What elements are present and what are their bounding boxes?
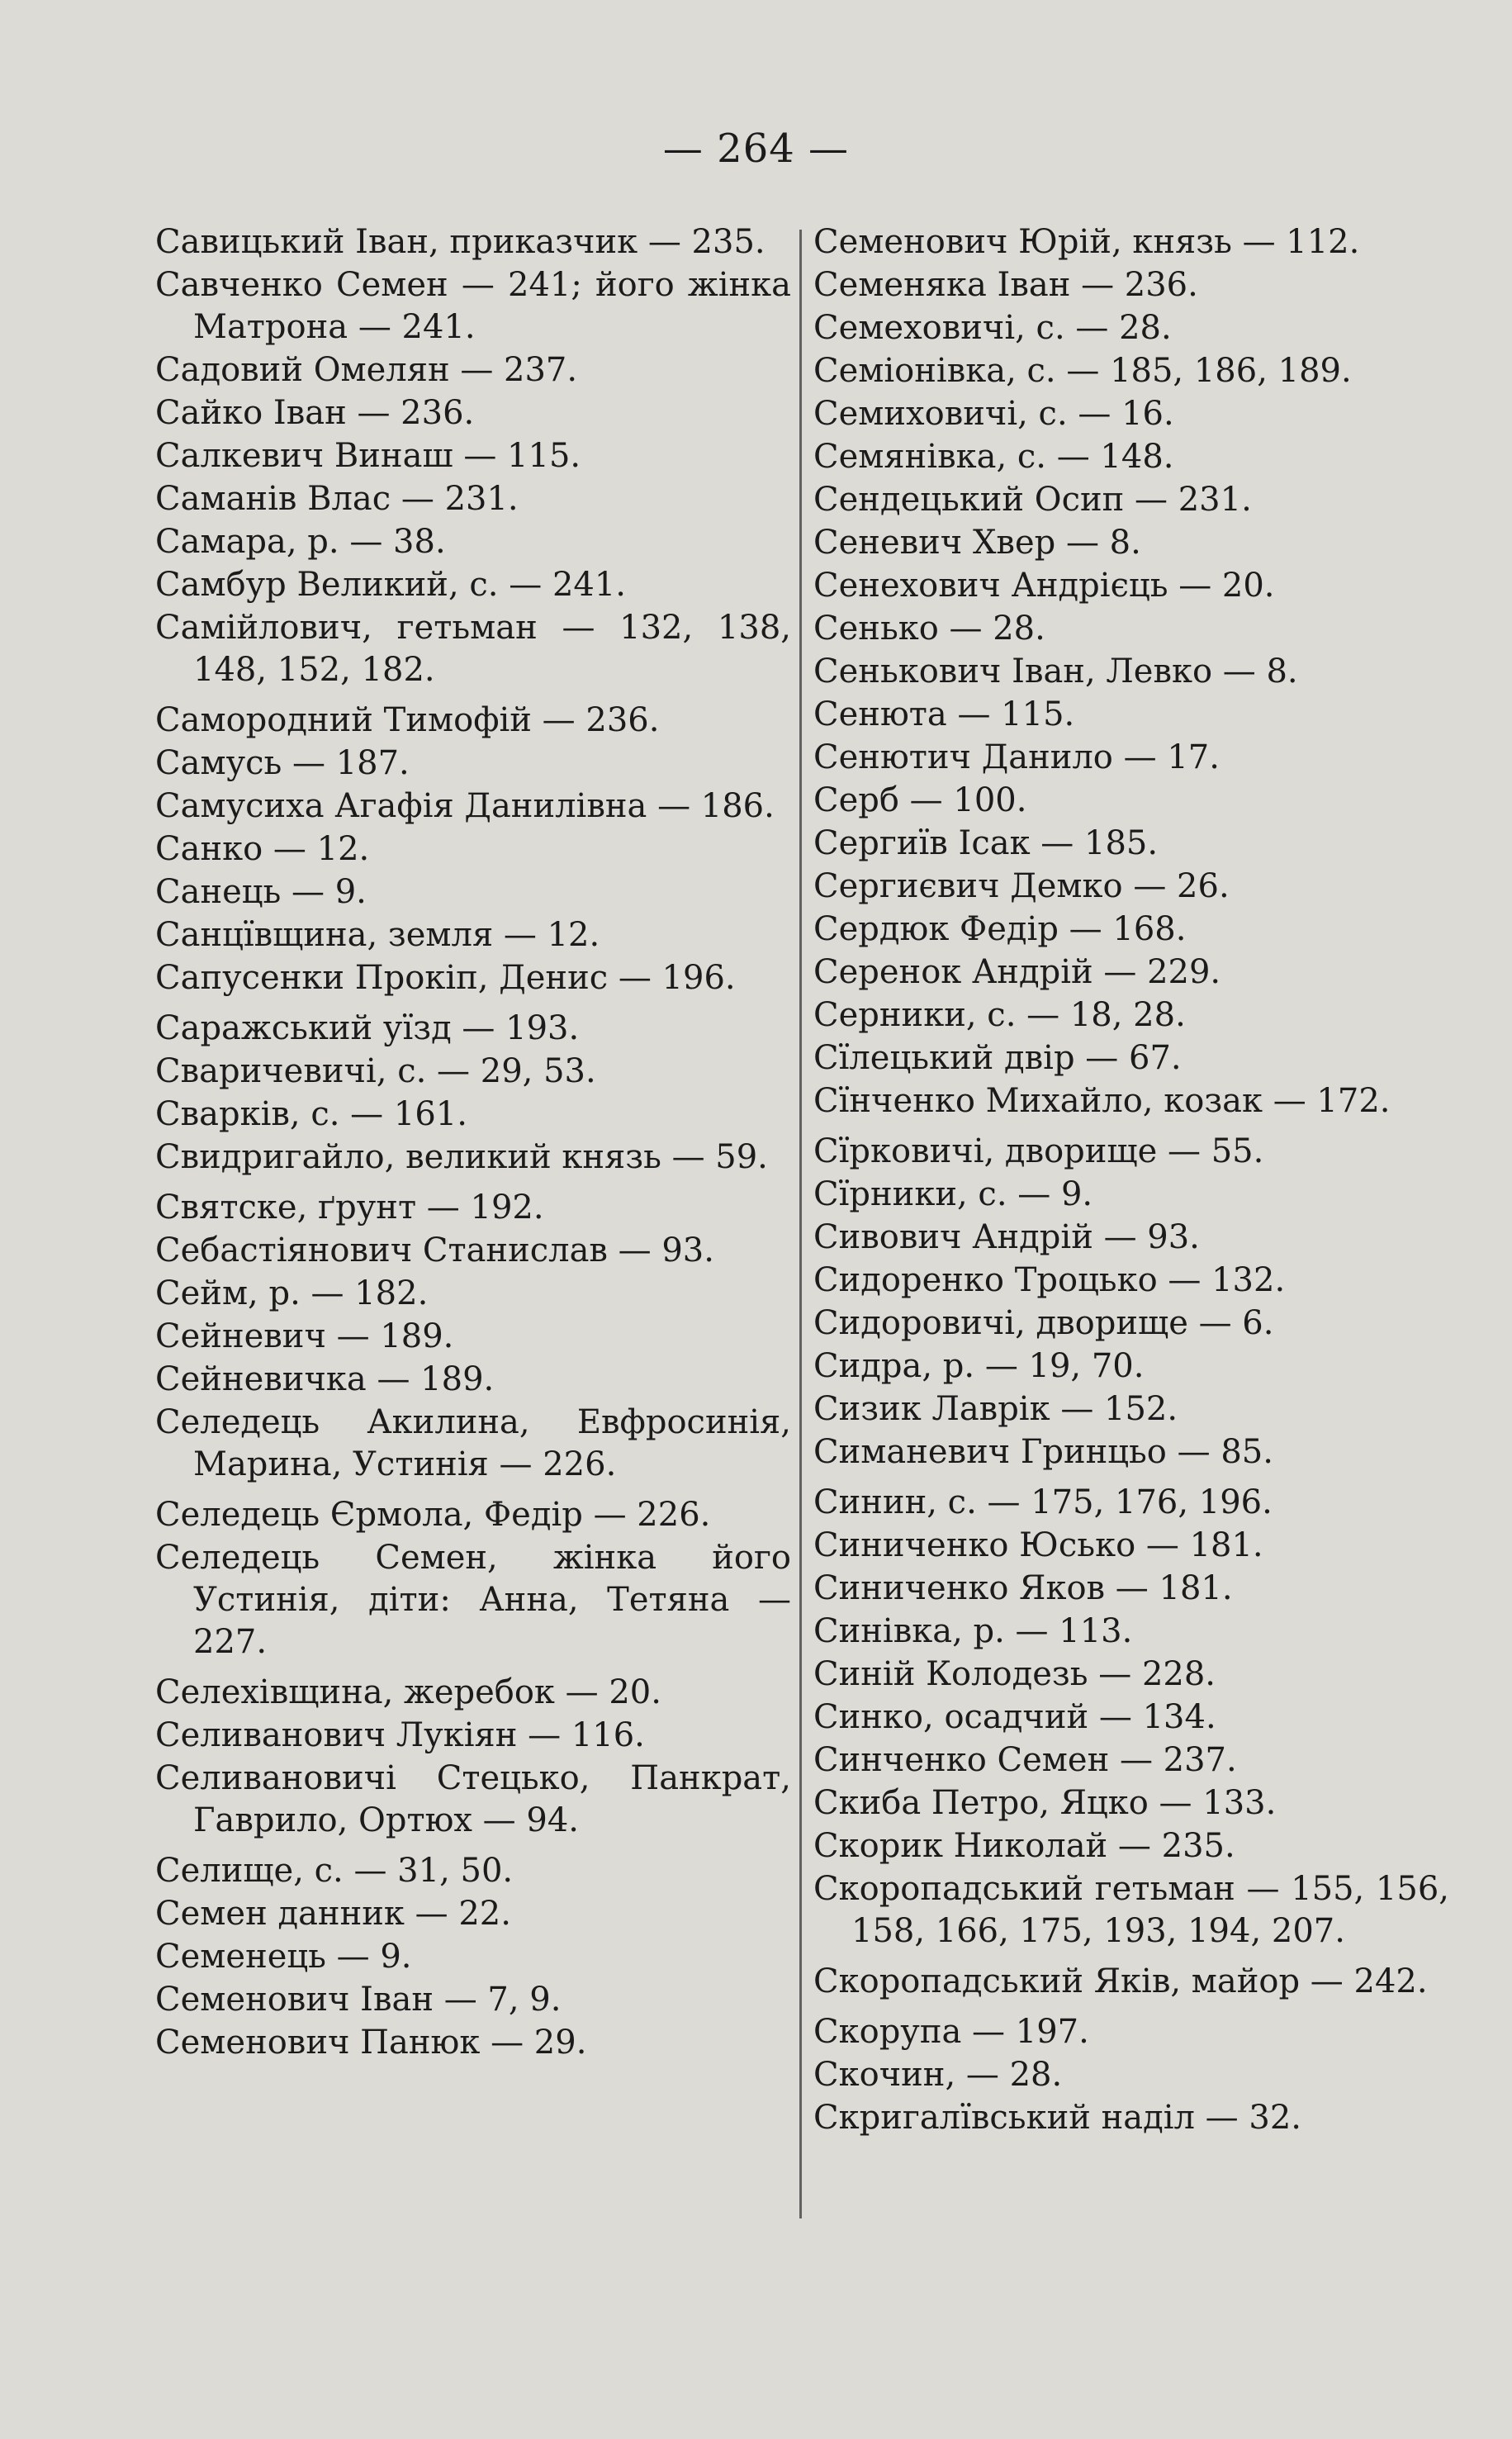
index-entry: Серники, с. — 18, 28. [813,996,1186,1034]
index-entry: Семен данник — 22. [155,1895,511,1933]
index-entry: Скочин, — 28. [813,2056,1063,2094]
index-entry: Семиховичі, с. — 16. [813,395,1174,433]
index-entry: Селище, с. — 31, 50. [155,1852,514,1890]
index-entry: Семенович Панюк — 29. [155,2024,587,2062]
index-entry: Сенькович Іван, Левко — 8. [813,652,1298,690]
index-entry: Синій Колодезь — 228. [813,1655,1216,1693]
index-entry: Синин, с. — 175, 176, 196. [813,1483,1273,1521]
index-entry: Салкевич Винаш — 115. [155,437,581,475]
index-entry: Санець — 9. [155,873,367,911]
index-entry: Сердюк Федір — 168. [813,910,1187,948]
index-entry: Саражський уїзд — 193. [155,1009,580,1047]
index-entry: Сидоренко Троцько — 132. [813,1261,1286,1299]
index-entry: Семенович Юрій, князь — 112. [813,223,1360,261]
index-entry: Сендецький Осип — 231. [813,481,1252,519]
index-entry: Селедець Акилина, Евфросинія, Марина, Устинія — 226. [155,1403,791,1483]
index-entry: Самара, р. — 38. [155,523,446,561]
index-entry: Сейневич — 189. [155,1317,454,1355]
index-entry: Синівка, р. — 113. [813,1612,1133,1650]
index-entry: Сапусенки Прокіп, Денис — 196. [155,959,736,997]
index-entry: Сидра, р. — 19, 70. [813,1347,1145,1385]
index-column-right [813,221,1449,2139]
index-entry: Семеховичі, с. — 28. [813,309,1172,347]
index-entry: Сивович Андрій — 93. [813,1218,1200,1256]
index-entry: Селехівщина, жеребок — 20. [155,1673,661,1711]
index-entry: Самусиха Агафія Данилівна — 186. [155,787,775,825]
index-entry: Самусь — 187. [155,744,410,782]
index-entry: Семянівка, с. — 148. [813,438,1174,476]
index-entry: Саманів Влас — 231. [155,480,519,518]
index-entry: Сеневич Хвер — 8. [813,524,1141,562]
index-entry: Серб — 100. [813,781,1027,819]
index-entry: Сїлецький двір — 67. [813,1039,1182,1077]
index-entry: Самородний Тимофій — 236. [155,701,660,739]
index-entry: Себастіянович Станислав — 93. [155,1231,714,1269]
index-entry: Синиченко Юсько — 181. [813,1526,1263,1564]
index-entry: Синченко Семен — 237. [813,1741,1237,1779]
index-entry: Сїрники, с. — 9. [813,1175,1093,1213]
index-entry: Семенович Іван — 7, 9. [155,1981,562,2019]
index-entry: Симаневич Гринцьо — 85. [813,1433,1273,1471]
index-entry: Савченко Семен — 241; його жінка Матрона — 241. [155,266,791,346]
index-entry: Селедець Єрмола, Федір — 226. [155,1496,711,1534]
index-entry: Садовий Омелян — 237. [155,351,578,389]
index-entry: Санцївщина, земля — 12. [155,916,600,954]
index-entry: Сваричевичі, с. — 29, 53. [155,1052,596,1090]
index-entry: Серенок Андрій — 229. [813,953,1221,991]
index-entry: Сїнченко Михайло, козак — 172. [813,1082,1391,1120]
index-entry: Сїрковичі, дворище — 55. [813,1132,1264,1170]
index-entry: Сейневичка — 189. [155,1360,495,1398]
index-entry: Семіонівка, с. — 185, 186, 189. [813,352,1352,390]
column-divider [799,230,802,2218]
index-entry: Сизик Лаврік — 152. [813,1390,1178,1428]
index-entry: Селедець Семен, жінка його Устинія, діти: Анна, Тетяна — 227. [155,1539,791,1661]
index-entry: Сенько — 28. [813,610,1045,648]
index-entry: Сенюта — 115. [813,695,1075,733]
index-column-left [155,221,791,2064]
index-entry: Скоропадський Яків, майор — 242. [813,1962,1428,2000]
index-entry: Свидригайло, великий князь — 59. [155,1138,768,1176]
index-entry: Скиба Петро, Яцко — 133. [813,1784,1277,1822]
index-entry: Сейм, р. — 182. [155,1274,429,1312]
index-entry: Самійлович, гетьман — 132, 138, 148, 152, 182. [155,609,791,689]
index-entry: Сидоровичі, дворище — 6. [813,1304,1274,1342]
index-entry: Савицький Іван, приказчик — 235. [155,223,765,261]
index-entry: Сварків, с. — 161. [155,1095,467,1133]
index-entry: Синиченко Яков — 181. [813,1569,1233,1607]
index-entry: Семенець — 9. [155,1938,412,1976]
index-entry: Селиванович Лукіян — 116. [155,1716,645,1754]
index-entry: Сенехович Андрієць — 20. [813,567,1275,605]
index-entry: Селивановичі Стецько, Панкрат, Гаврило, Ортюх — 94. [155,1759,791,1839]
index-entry: Скорик Николай — 235. [813,1827,1235,1865]
index-entry: Синко, осадчий — 134. [813,1698,1216,1736]
index-entry: Семеняка Іван — 236. [813,266,1198,304]
index-entry: Святске, ґрунт — 192. [155,1189,544,1227]
index-entry: Сенютич Данило — 17. [813,738,1220,776]
index-entry: Санко — 12. [155,830,370,868]
index-entry: Сайко Іван — 236. [155,394,475,432]
index-entry: Скригалївський наділ — 32. [813,2099,1301,2137]
index-entry: Сергиїв Ісак — 185. [813,824,1159,862]
page-number: — 264 — [662,126,850,172]
index-entry: Скорупа — 197. [813,2013,1089,2051]
index-entry: Сергиєвич Демко — 26. [813,867,1230,905]
index-entry: Самбур Великий, с. — 241. [155,566,626,604]
index-entry: Скоропадський гетьман — 155, 156, 158, 166, 175, 193, 194, 207. [813,1870,1449,1950]
